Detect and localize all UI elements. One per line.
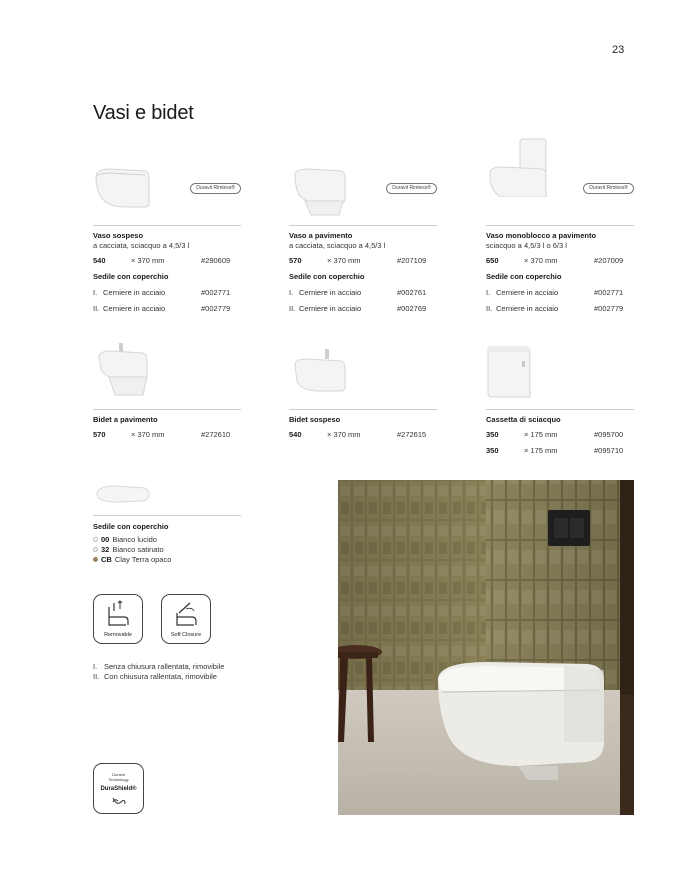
feature-removable — [93, 594, 143, 644]
product-image — [289, 163, 437, 223]
durashield-name: DuraShield® — [100, 786, 137, 792]
product-name: Bidet a pavimento — [93, 415, 158, 424]
dim-width: 540 — [93, 256, 106, 265]
product-vaso-sospeso — [93, 163, 241, 313]
wall-hung-toilet-icon — [93, 163, 153, 215]
divider — [93, 515, 241, 516]
product-image — [93, 163, 241, 223]
option-label: Cerniere in acciaio — [103, 288, 166, 297]
color-code: 32 — [101, 545, 110, 554]
product-name: Cassetta di sciacquo — [486, 415, 561, 424]
seat-option — [486, 288, 634, 297]
divider — [486, 409, 634, 410]
option-number: I. — [93, 288, 98, 297]
note-item — [93, 662, 224, 672]
note-text: Senza chiusura rallentata, rimovibile — [104, 662, 225, 671]
dim-depth: × 175 mm — [524, 446, 558, 455]
article-code: #095710 — [594, 446, 624, 455]
color-swatch — [93, 537, 98, 542]
product-image — [289, 347, 437, 407]
option-label: Cerniere in acciaio — [299, 304, 362, 313]
color-code: 00 — [101, 535, 110, 544]
dimension-row — [486, 446, 634, 455]
option-label: Cerniere in acciaio — [496, 288, 559, 297]
dim-depth: × 370 mm — [327, 430, 361, 439]
option-number: II. — [289, 304, 296, 313]
color-swatch — [93, 557, 98, 562]
option-code: #002771 — [594, 288, 624, 297]
rimless-badge: Duravit Rimless® — [583, 183, 634, 194]
option-number: I. — [486, 288, 491, 297]
product-image — [486, 347, 634, 407]
durashield-icon — [111, 796, 127, 806]
dimension-row — [486, 430, 634, 439]
seat-lid-icon — [93, 480, 151, 508]
color-swatch — [93, 547, 98, 552]
product-vaso-monoblocco — [486, 163, 634, 313]
seat-option — [289, 304, 437, 313]
bathroom-scene-image — [338, 480, 634, 815]
seat-section — [93, 515, 241, 564]
color-label: Bianco lucido — [112, 535, 157, 544]
rimless-badge: Duravit Rimless® — [190, 183, 241, 194]
page-number: 23 — [612, 44, 625, 56]
removable-seat-icon — [104, 599, 134, 631]
seat-subheading: Sedile con coperchio — [289, 272, 365, 281]
product-name: Bidet sospeso — [289, 415, 341, 424]
note-text: Con chiusura rallentata, rimovibile — [104, 672, 217, 681]
option-code: #002779 — [594, 304, 624, 313]
product-desc: a cacciata, sciacquo a 4,5/3 l — [93, 241, 190, 250]
option-number: II. — [486, 304, 493, 313]
dim-width: 570 — [289, 256, 302, 265]
divider — [93, 409, 241, 410]
product-cassetta — [486, 347, 634, 455]
article-code: #095700 — [594, 430, 624, 439]
note-item — [93, 672, 224, 682]
dim-depth: × 175 mm — [524, 430, 558, 439]
feature-label: Removable — [104, 632, 132, 638]
dim-width: 570 — [93, 430, 106, 439]
color-label: Bianco satinato — [112, 545, 164, 554]
product-name: Vaso a pavimento — [289, 231, 353, 240]
dim-width: 540 — [289, 430, 302, 439]
seat-subheading: Sedile con coperchio — [486, 272, 562, 281]
dimension-row — [93, 256, 241, 265]
product-bidet-pavimento — [93, 347, 241, 439]
note-number: I. — [93, 662, 98, 671]
floor-bidet-icon — [93, 341, 155, 399]
product-name: Vaso sospeso — [93, 231, 144, 240]
product-bidet-sospeso — [289, 347, 437, 439]
color-option — [93, 555, 241, 564]
cistern-icon — [486, 343, 534, 401]
article-code: #272610 — [201, 430, 231, 439]
option-code: #002771 — [201, 288, 231, 297]
dim-depth: × 370 mm — [131, 430, 165, 439]
page-title: Vasi e bidet — [93, 102, 194, 124]
feature-soft-closure — [161, 594, 211, 644]
product-desc: a cacciata, sciacquo a 4,5/3 l — [289, 241, 386, 250]
option-code: #002769 — [397, 304, 427, 313]
wall-hung-bidet-icon — [289, 347, 351, 399]
option-label: Cerniere in acciaio — [496, 304, 559, 313]
dim-depth: × 370 mm — [327, 256, 361, 265]
durashield-line1: Duravit — [112, 772, 125, 777]
dimension-row — [289, 430, 437, 439]
product-name: Vaso monoblocco a pavimento — [486, 231, 597, 240]
seat-name: Sedile con coperchio — [93, 522, 169, 531]
product-image — [93, 347, 241, 407]
rimless-badge: Duravit Rimless® — [386, 183, 437, 194]
dimension-row — [289, 256, 437, 265]
divider — [93, 225, 241, 226]
divider — [486, 225, 634, 226]
option-label: Cerniere in acciaio — [299, 288, 362, 297]
option-label: Cerniere in acciaio — [103, 304, 166, 313]
notes — [93, 662, 224, 682]
seat-option — [93, 288, 241, 297]
dim-width: 350 — [486, 430, 499, 439]
color-code: CB — [101, 555, 112, 564]
dim-depth: × 370 mm — [131, 256, 165, 265]
dimension-row — [486, 256, 634, 265]
seat-subheading: Sedile con coperchio — [93, 272, 169, 281]
divider — [289, 225, 437, 226]
bathroom-photo — [338, 480, 634, 815]
article-code: #207109 — [397, 256, 427, 265]
soft-closure-icon — [172, 599, 202, 631]
divider — [289, 409, 437, 410]
color-option — [93, 545, 241, 554]
feature-label: Soft Closure — [170, 632, 202, 638]
product-vaso-pavimento — [289, 163, 437, 313]
floor-toilet-icon — [289, 163, 351, 219]
option-code: #002761 — [397, 288, 427, 297]
durashield-line2: Technology — [108, 777, 129, 782]
article-code: #290609 — [201, 256, 231, 265]
dim-depth: × 370 mm — [524, 256, 558, 265]
dim-width: 350 — [486, 446, 499, 455]
option-number: I. — [289, 288, 294, 297]
product-image — [486, 163, 634, 223]
dim-width: 650 — [486, 256, 499, 265]
article-code: #272615 — [397, 430, 427, 439]
durashield-badge — [93, 763, 144, 814]
note-number: II. — [93, 672, 100, 681]
seat-option — [289, 288, 437, 297]
article-code: #207009 — [594, 256, 624, 265]
close-coupled-toilet-icon — [486, 137, 550, 197]
seat-option — [486, 304, 634, 313]
seat-option — [93, 304, 241, 313]
color-option — [93, 535, 241, 544]
option-number: II. — [93, 304, 100, 313]
option-code: #002779 — [201, 304, 231, 313]
dimension-row — [93, 430, 241, 439]
product-desc: sciacquo a 4,5/3 l o 6/3 l — [486, 241, 567, 250]
color-label: Clay Terra opaco — [114, 555, 172, 564]
